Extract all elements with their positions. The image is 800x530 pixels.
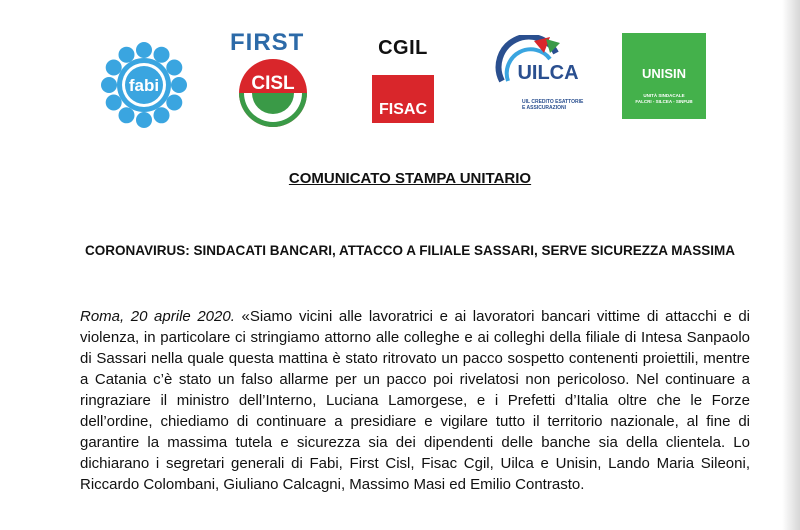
- fabi-text: fabi: [128, 76, 160, 95]
- unisin-subtitle-line: FALCRI - SILCEA - SINFUB: [635, 99, 693, 104]
- unisin-text: UNISIN: [641, 66, 687, 81]
- cisl-emblem-icon: [228, 55, 318, 133]
- fisac-text: FISAC: [379, 101, 427, 118]
- unisin-subtitle-line: UNITÀ SINDACALE: [643, 93, 685, 98]
- document-title: COMUNICATO STAMPA UNITARIO: [288, 170, 532, 187]
- uilca-emblem-icon: [494, 35, 590, 97]
- place-date: Roma, 20 aprile 2020.: [80, 308, 235, 325]
- page-edge-shadow: [782, 0, 800, 530]
- first-text: FIRST: [230, 29, 305, 56]
- uilca-subtitle: [522, 99, 590, 111]
- cgil-text: CGIL: [378, 37, 428, 59]
- cisl-text: CISL: [251, 73, 295, 94]
- logos-header: [0, 25, 800, 135]
- document-subtitle: CORONAVIRUS: SINDACATI BANCARI, ATTACCO A FILIALE SASSARI, SERVE SICUREZZA MASSIMA: [84, 243, 735, 258]
- uilca-text: UILCA: [517, 62, 579, 84]
- body-text: «Siamo vicini alle lavoratrici e ai lavoratori bancari vittime di attacchi e di violenza, in particolare ci stringiamo attorno alle colleghe e ai colleghi della filiale di Intesa Sanpaolo di Sassari nella quale questa mattina è stato ritrovato un pacco sospetto contenenti proiettili, mentre a Catania c’è stato un falso allarme per un pacco poi rivelatosi non pericoloso. Nel continuare a ringraziare il ministro dell’Interno, Luciana Lamorgese, e i Prefetti d’Italia oltre che le Forze dell’ordine, chiediamo di continuare a presidiare e vigilare tutto il territorio nazionale, al fine di garantire la massima tutela e sicurezza sia dei dipendenti delle banche sia della clientela. Lo dichiarano i segretari generali di Fabi, First Cisl, Fisac Cgil, Uilca e Unisin, Lando Maria Sileoni, Riccardo Colombani, Giuliano Calcagni, Massimo Masi ed Emilio Contrasto.: [80, 308, 751, 493]
- cgil-fisac-logo: [372, 37, 434, 123]
- uilca-logo: [494, 35, 590, 131]
- unisin-logo: [622, 33, 706, 119]
- fisac-box: [372, 75, 434, 123]
- fabi-flower-icon: [98, 39, 190, 131]
- fabi-logo: [98, 39, 190, 131]
- unisin-subtitle: [624, 93, 704, 105]
- uilca-subtitle-line: E ASSICURAZIONI: [522, 105, 566, 111]
- uilca-subtitle-line: UIL CREDITO ESATTORIE: [522, 99, 584, 105]
- first-cisl-logo: [228, 29, 318, 131]
- document-body: [80, 306, 750, 495]
